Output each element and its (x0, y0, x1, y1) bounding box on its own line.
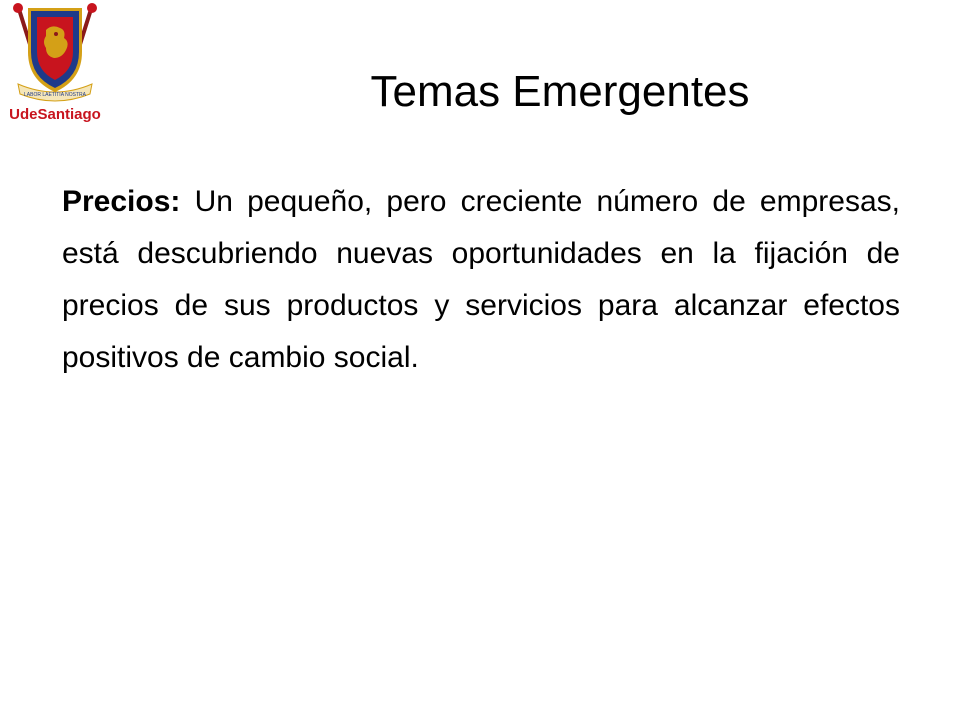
udesantiago-logo (4, 0, 106, 124)
paragraph-text: Un pequeño, pero creciente número de empresas, está descubriendo nuevas oportunidades en la fijación de precios de sus productos y servicios para alcanzar efectos positivos de cambio social. (62, 185, 900, 374)
logo-wordmark: UdeSantiago (9, 106, 101, 123)
slide-paragraph (62, 176, 900, 384)
university-crest-icon (4, 0, 106, 124)
paragraph-lead: Precios: (62, 185, 181, 218)
slide-title: Temas Emergentes (370, 67, 750, 116)
motto-text: LABOR LAETITIA NOSTRA (24, 92, 86, 98)
